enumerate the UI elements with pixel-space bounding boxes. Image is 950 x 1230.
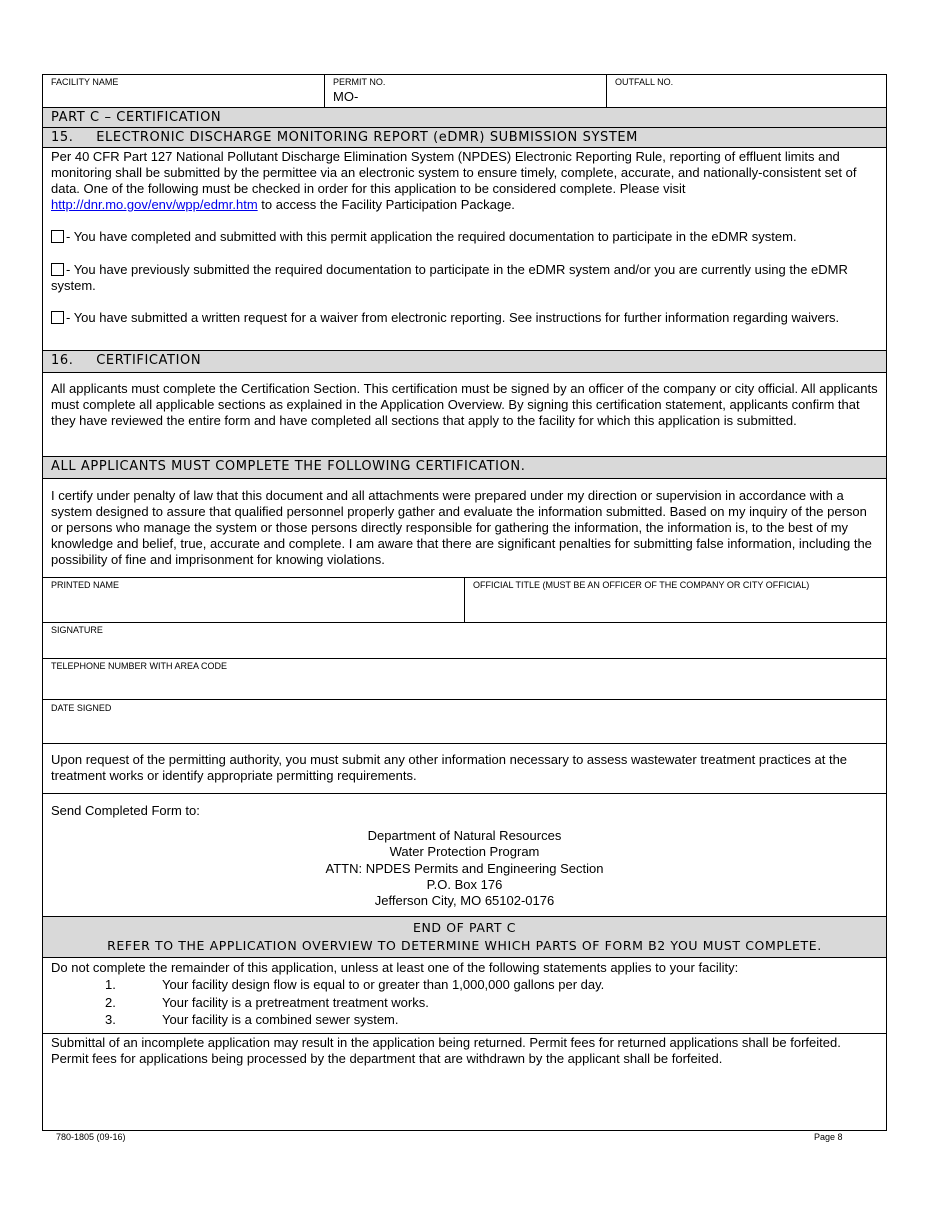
edmr-intro xyxy=(51,149,881,213)
send-to-label: Send Completed Form to: xyxy=(51,803,200,818)
end-part-c-banner xyxy=(43,916,886,957)
permit-no-field[interactable] xyxy=(324,75,606,107)
list-item-number: 1. xyxy=(105,977,116,992)
section-15-body xyxy=(43,147,886,350)
edmr-intro-text: Per 40 CFR Part 127 National Pollutant Discharge Elimination System (NPDES) Electronic Reporting Rule, reporting of effluent limits and monitoring shall be submitted by the permittee via an electronic system to ensure timely, complete, accurate, and nationally-consistent set of data. One of the following must be checked in order for this application to be considered complete. Please visit xyxy=(51,149,857,196)
section-15-number: 15. xyxy=(51,130,74,145)
option-1-text: - You have completed and submitted with this permit application the required documentation to participate in the eDMR system. xyxy=(66,229,797,244)
permit-no-value: MO- xyxy=(333,89,359,104)
list-item-text: Your facility is a pretreatment treatment works. xyxy=(162,995,429,1010)
printed-name-label: PRINTED NAME xyxy=(51,580,120,590)
address-line: Water Protection Program xyxy=(389,844,540,860)
do-not-complete-row xyxy=(43,957,886,1033)
all-applicants-header xyxy=(43,456,886,478)
printed-name-field[interactable] xyxy=(43,578,464,622)
permit-no-label: PERMIT NO. xyxy=(333,77,386,87)
end-part-line-2: REFER TO THE APPLICATION OVERVIEW TO DETERMINE WHICH PARTS OF FORM B2 YOU MUST COMPLETE. xyxy=(107,938,822,953)
end-part-c-text xyxy=(43,919,886,955)
option-2-checkbox[interactable] xyxy=(51,263,64,276)
edmr-link[interactable]: http://dnr.mo.gov/env/wpp/edmr.htm xyxy=(51,197,258,212)
address-line: Department of Natural Resources xyxy=(367,828,562,843)
outfall-no-label: OUTFALL NO. xyxy=(615,77,674,87)
signature-label: SIGNATURE xyxy=(51,625,103,635)
list-item-text: Your facility is a combined sewer system. xyxy=(162,1012,399,1027)
option-2-text: - You have previously submitted the required documentation to participate in the eDMR system and/or you are currently using the eDMR system. xyxy=(51,262,848,293)
all-applicants-title: ALL APPLICANTS MUST COMPLETE THE FOLLOWING CERTIFICATION. xyxy=(51,459,526,474)
certification-instructions: All applicants must complete the Certification Section. This certification must be signed by an officer of the company or city official. All applicants must complete all applicable sections as explained in the Application Overview. By signing this certification statement, applicants confirm that they have reviewed the entire form and have completed all sections that apply to the facility for which this application is submitted. xyxy=(51,381,878,428)
part-c-header xyxy=(43,107,886,127)
list-item-number: 3. xyxy=(105,1012,116,1027)
list-item-text: Your facility design flow is equal to or greater than 1,000,000 gallons per day. xyxy=(162,977,605,992)
option-3-text: - You have submitted a written request for a waiver from electronic reporting. See instructions for further information regarding waivers. xyxy=(66,310,840,325)
edmr-intro-text-2: to access the Facility Participation Package. xyxy=(261,197,515,212)
telephone-label: TELEPHONE NUMBER WITH AREA CODE xyxy=(51,661,228,671)
form-number: 780-1805 (09-16) xyxy=(56,1132,126,1142)
option-3-checkbox[interactable] xyxy=(51,311,64,324)
certify-statement-row xyxy=(43,478,886,577)
end-part-line-1: END OF PART C xyxy=(412,920,517,935)
upon-request-row xyxy=(43,743,886,793)
submittal-row xyxy=(43,1033,886,1130)
submittal-text: Submittal of an incomplete application may result in the application being returned. Permit fees for returned applications shall be forfeited. Permit fees for applications being processed by the department that are withdrawn by the applicant shall be forfeited. xyxy=(51,1035,841,1066)
list-item-number: 2. xyxy=(105,995,116,1010)
mailing-address xyxy=(43,828,886,909)
official-title-field[interactable] xyxy=(464,578,887,622)
part-title: PART C – CERTIFICATION xyxy=(51,110,222,125)
name-title-row xyxy=(43,577,886,622)
header-fields-row xyxy=(43,75,886,107)
edmr-option-3 xyxy=(51,310,881,326)
section-15-title: ELECTRONIC DISCHARGE MONITORING REPORT (eDMR) SUBMISSION SYSTEM xyxy=(96,130,639,145)
edmr-option-2 xyxy=(51,262,881,294)
edmr-option-1 xyxy=(51,229,881,245)
telephone-field[interactable] xyxy=(43,658,886,699)
upon-request-text: Upon request of the permitting authority, you must submit any other information necessary to assess wastewater treatment practices at the treatment works or identify appropriate permitting requirements. xyxy=(51,752,848,783)
page-number: Page 8 xyxy=(814,1132,843,1142)
facility-name-field[interactable] xyxy=(43,75,324,107)
section-16-body xyxy=(43,372,886,456)
address-line: Jefferson City, MO 65102-0176 xyxy=(374,893,555,909)
certify-statement: I certify under penalty of law that this document and all attachments were prepared under my direction or supervision in accordance with a system designed to assure that qualified personnel properly gather and evaluate the information submitted. Based on my inquiry of the person or persons who manage the system or those persons directly responsible for gathering the information, the information is, to the best of my knowledge and belief, true, accurate and complete. I am aware that there are significant penalties for submitting false information, including the possibility of fine and imprisonment for knowing violations. xyxy=(51,488,872,567)
send-to-row xyxy=(43,793,886,916)
application-form xyxy=(42,74,887,1131)
section-15-header xyxy=(43,127,886,147)
do-not-complete-text: Do not complete the remainder of this application, unless at least one of the following statements applies to your facility: xyxy=(51,960,739,975)
date-signed-label: DATE SIGNED xyxy=(51,703,112,713)
date-signed-field[interactable] xyxy=(43,699,886,743)
section-16-number: 16. xyxy=(51,353,74,368)
facility-name-label: FACILITY NAME xyxy=(51,77,119,87)
section-16-header xyxy=(43,350,886,372)
option-1-checkbox[interactable] xyxy=(51,230,64,243)
outfall-no-field[interactable] xyxy=(606,75,886,107)
address-line: ATTN: NPDES Permits and Engineering Section xyxy=(325,860,604,876)
address-line: P.O. Box 176 xyxy=(426,876,503,892)
official-title-label: OFFICIAL TITLE (MUST BE AN OFFICER OF THE COMPANY OR CITY OFFICIAL) xyxy=(473,580,810,590)
signature-field[interactable] xyxy=(43,622,886,658)
section-16-title: CERTIFICATION xyxy=(96,353,202,368)
